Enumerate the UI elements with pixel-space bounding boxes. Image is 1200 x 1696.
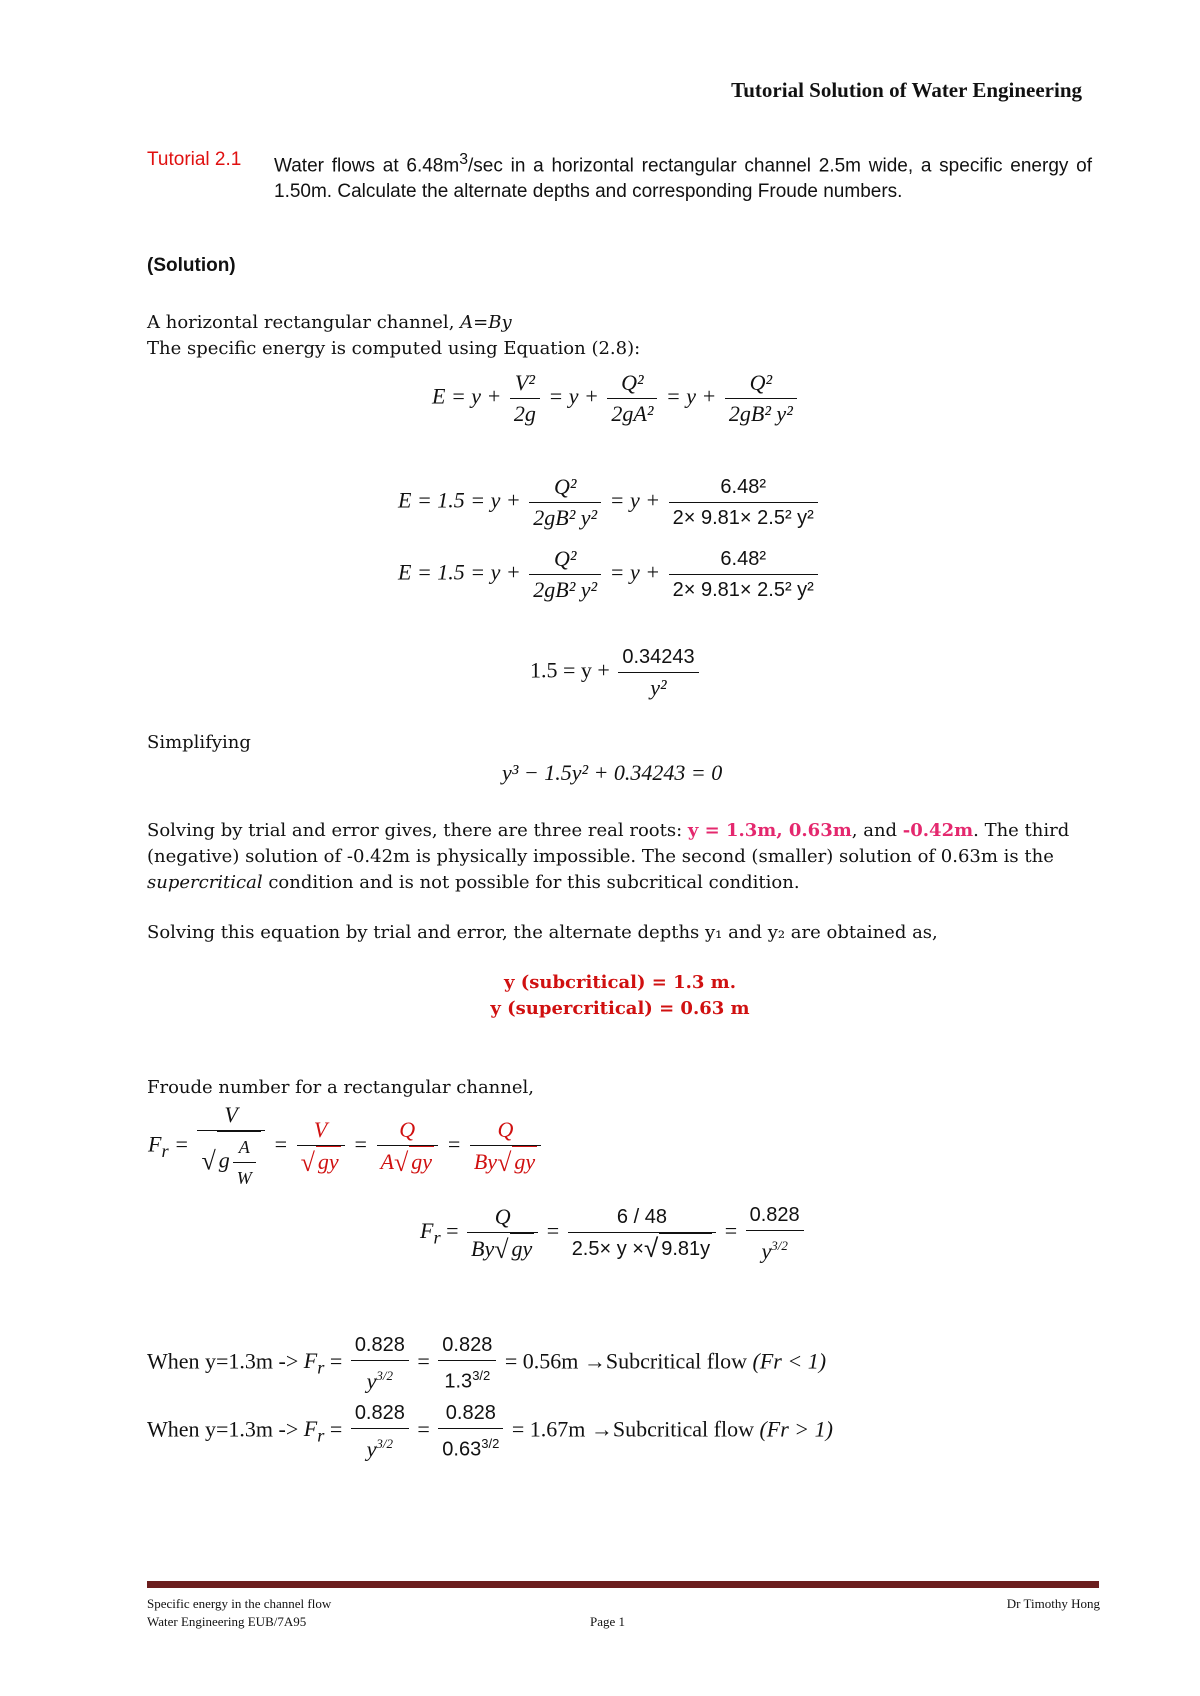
eq1-f3-num: Q² <box>725 368 797 399</box>
froude2-f3-den: y <box>761 1238 772 1264</box>
intro-line-1 <box>147 310 1087 336</box>
when1-fr-sub: r <box>317 1357 325 1378</box>
froude-inner-num: A <box>233 1132 256 1163</box>
solution-heading: (Solution) <box>147 255 236 276</box>
froude2-lhs-sub: r <box>433 1227 441 1248</box>
when2-flow: Subcritical flow <box>612 1416 754 1442</box>
froude2-f3-num: 0.828 <box>746 1200 804 1231</box>
equation-froude-substituted: $F_r$ = $\frac{Q}{By√ gy}$ = $\frac{6 / 48}{2.5\times y \times√ 9.81y}$ = $\frac{0.828}{y^{3/2}}$ <box>420 1200 807 1266</box>
tutorial-text-post: /sec in a horizontal rectangular channel 2.5m wide, a specific energy of 1.50m. Calculate the alternate depths and corresponding Froude numbers. <box>274 155 1092 203</box>
froude-f3-den-pre: A <box>380 1149 394 1174</box>
result-supercritical: y (supercritical) = 0.63 m <box>490 998 750 1019</box>
roots-negative: -0.42m <box>902 820 974 841</box>
froude-f4-num: Q <box>470 1115 541 1146</box>
eq2-mid: = y + <box>609 487 661 513</box>
tutorial-label: Tutorial 2.1 <box>147 149 242 170</box>
footer-author: Dr Timothy Hong <box>1006 1596 1100 1611</box>
intro-line-1-text: A horizontal rectangular channel, <box>147 312 461 333</box>
when1-fa-den: y <box>366 1368 377 1394</box>
eq3-mid: = y + <box>609 559 661 585</box>
froude-f4-den-rad: gy <box>512 1146 537 1177</box>
eq1-f2-den: 2gA² <box>611 401 654 426</box>
when2-result: = 1.67m <box>511 1416 586 1442</box>
eq1-f3-den: 2gB² y² <box>728 401 793 426</box>
when1-flow: Subcritical flow <box>605 1348 748 1374</box>
footer-left-2: Water Engineering EUB/7A95 <box>147 1614 307 1629</box>
eq4-den: y² <box>650 675 667 700</box>
equation-specific-energy <box>432 368 800 429</box>
roots-text-2: , and <box>851 820 903 841</box>
froude2-f2-den-pre: 2.5× y × <box>571 1238 644 1261</box>
froude-f4-den-pre: By <box>473 1149 498 1174</box>
froude2-f3-den-sup: 3/2 <box>771 1238 788 1253</box>
froude-g: g <box>218 1147 230 1173</box>
eq2-f2-den: 2× 9.81× 2.5² y² <box>672 507 814 529</box>
equation-energy-substituted-2 <box>398 544 821 605</box>
eq4-num: 0.34243 <box>618 642 698 673</box>
eq1-f2-num: Q² <box>607 368 657 399</box>
froude2-f2-num: 6 / 48 <box>568 1202 717 1233</box>
roots-text-5: condition and is not possible for this subcritical condition. <box>262 872 800 893</box>
intro-line-2: The specific energy is computed using Equation (2.8): <box>147 338 641 359</box>
froude2-lhs: F <box>420 1218 434 1244</box>
eq3-f2-den: 2× 9.81× 2.5² y² <box>672 579 814 601</box>
eq3-f1-den: 2gB² y² <box>533 577 598 602</box>
eq2-f1-num: Q² <box>529 472 601 503</box>
tutorial-text-sup: 3 <box>459 151 468 168</box>
when1-fr: F <box>303 1348 318 1374</box>
eq4-lhs: 1.5 = y + <box>530 657 610 683</box>
when1-arrow: → <box>583 1348 606 1374</box>
when1-fa-sup: 3/2 <box>376 1368 394 1384</box>
alternate-depths-paragraph: Solving this equation by trial and error, the alternate depths y₁ and y₂ are obtained as, <box>147 922 938 943</box>
eq2-lhs: E = 1.5 = y + <box>398 487 521 513</box>
froude2-f1-den-rad: gy <box>510 1233 535 1264</box>
eq3-f2-num: 6.48² <box>669 544 818 575</box>
froude2-f2-den-rad: 9.81y <box>659 1233 712 1264</box>
froude-f2-den: gy <box>316 1146 341 1177</box>
froude-f1-num: V <box>197 1100 264 1131</box>
eq3-lhs: E = 1.5 = y + <box>398 559 521 585</box>
eq1-f1-den: 2g <box>513 401 536 426</box>
when2-fr-sub: r <box>317 1425 325 1446</box>
roots-text-italic: supercritical <box>147 872 263 893</box>
eq1-lhs: E = y + <box>432 383 502 409</box>
when1-fb-num: 0.828 <box>438 1330 496 1361</box>
eq2-f2-num: 6.48² <box>669 472 818 503</box>
when2-fa-sup: 3/2 <box>376 1436 394 1452</box>
when2-label: When y=1.3m -> <box>147 1416 304 1442</box>
footer-left-1: Specific energy in the channel flow <box>147 1596 332 1611</box>
tutorial-text-pre: Water flows at 6.48m <box>274 155 460 177</box>
when1-cond: (Fr < 1) <box>752 1348 827 1374</box>
froude-f2-num: V <box>297 1115 345 1146</box>
froude-lhs: F <box>148 1131 162 1157</box>
froude-inner-den: W <box>236 1168 252 1188</box>
page-header-title: Tutorial Solution of Water Engineering <box>731 78 1082 102</box>
roots-text-3: . The third (negative) solution of -0.42m is physically impossible. The second (smaller) solution of 0.63m is the <box>147 820 1070 867</box>
roots-values: y = 1.3m, 0.63m <box>687 820 852 841</box>
froude-intro: Froude number for a rectangular channel, <box>147 1077 534 1098</box>
when1-fa-num: 0.828 <box>351 1330 409 1361</box>
when1-result: = 0.56m <box>504 1348 579 1374</box>
when2-fr: F <box>303 1416 318 1442</box>
equation-cubic: y³ − 1.5y² + 0.34243 = 0 <box>502 760 723 785</box>
froude2-f1-num: Q <box>467 1202 538 1233</box>
tutorial-text <box>274 147 1092 205</box>
footer-divider <box>147 1581 1099 1588</box>
tutorial-statement <box>147 147 1092 205</box>
roots-paragraph <box>147 818 1087 896</box>
eq2-f1-den: 2gB² y² <box>533 505 598 530</box>
roots-text-1: Solving by trial and error gives, there are three real roots: <box>147 820 688 841</box>
eq1-mid2: = y + <box>665 383 717 409</box>
equation-reduced <box>530 642 702 703</box>
when1-label: When y=1.3m -> <box>147 1348 304 1374</box>
froude-lhs-sub: r <box>161 1140 169 1161</box>
simplifying-label: Simplifying <box>147 732 251 753</box>
when1-fb-sup: 3/2 <box>472 1368 491 1383</box>
equation-energy-substituted-1 <box>398 472 821 533</box>
when2-fa-num: 0.828 <box>351 1398 409 1429</box>
eq3-f1-num: Q² <box>529 544 601 575</box>
when-line-1: When $y=1.3m -> F_r$ = $\frac{0.828}{y^{3/2}}$ = $\frac{0.828}{1.3^{3/2}}$ = 0.56m →Subcritical flow (Fr < 1) <box>147 1330 826 1397</box>
eq1-f1-num: V² <box>510 368 540 399</box>
when2-fb-sup: 3/2 <box>481 1436 500 1451</box>
equation-froude-definition: $F_r$ = V √ g $\frac{A}{W}$ = $\frac{V}{√ gy}$ = $\frac{Q}{A√ gy}$ = $\frac{Q}{By√ gy}$ <box>148 1100 544 1193</box>
when2-fb-num: 0.828 <box>438 1398 503 1429</box>
froude-f3-den-rad: gy <box>409 1146 434 1177</box>
eq1-mid1: = y + <box>548 383 599 409</box>
when2-fb-den: 0.63 <box>442 1438 482 1461</box>
footer-page-number: Page 1 <box>590 1614 626 1629</box>
when2-fa-den: y <box>366 1436 377 1462</box>
when2-arrow: → <box>590 1416 613 1442</box>
when1-fb-den: 1.3 <box>444 1370 473 1393</box>
intro-line-1-math: A=By <box>460 312 512 333</box>
result-subcritical: y (subcritical) = 1.3 m. <box>504 972 736 993</box>
froude2-f1-den-pre: By <box>471 1235 495 1261</box>
froude-f3-num: Q <box>377 1115 439 1146</box>
when2-cond: (Fr > 1) <box>759 1416 833 1442</box>
when-line-2: When $y=1.3m -> F_r$ = $\frac{0.828}{y^{3/2}}$ = $\frac{0.828}{0.63^{3/2}}$ = 1.67m →Subcritical flow (Fr > 1) <box>147 1398 833 1465</box>
